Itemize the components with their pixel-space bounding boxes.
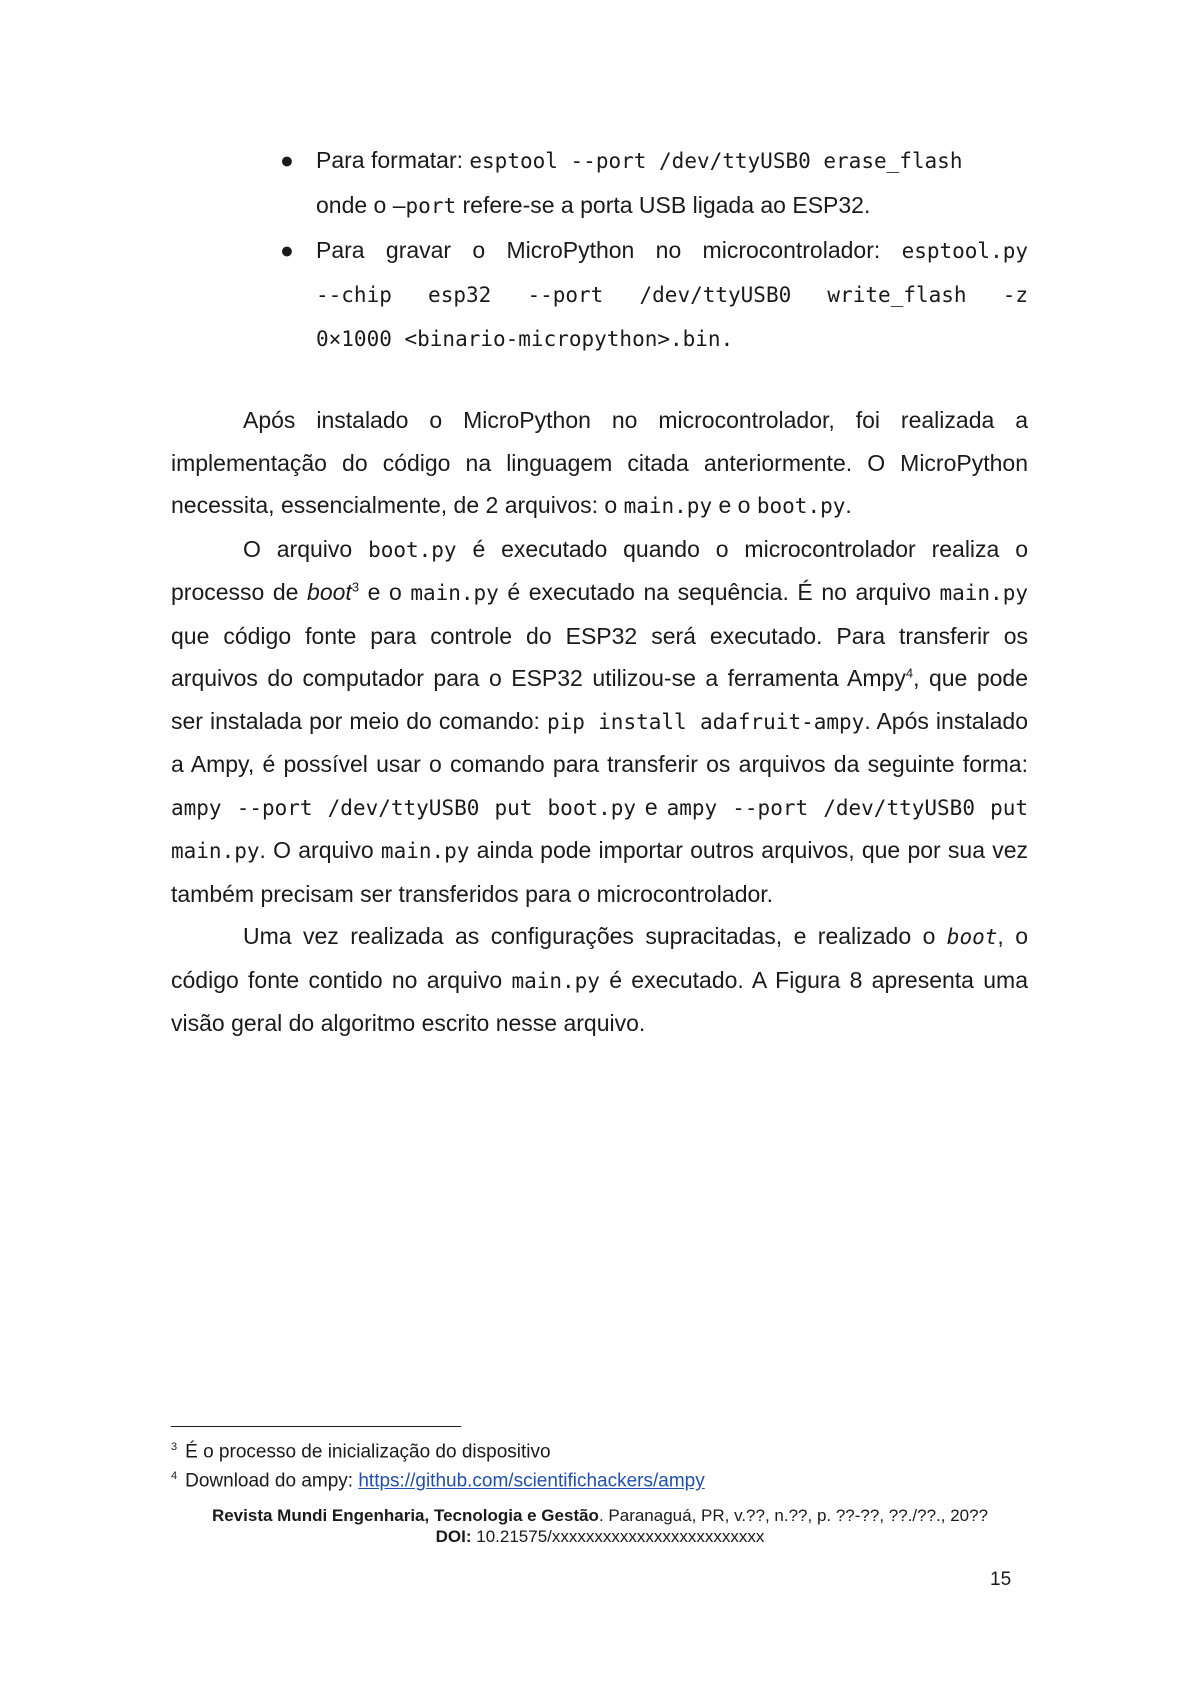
text: e o xyxy=(712,492,757,518)
command-write-flash: --chip esp32 --port /dev/ttyUSB0 write_flash -z xyxy=(316,283,1028,307)
text: O arquivo xyxy=(243,535,369,562)
journal-citation xyxy=(120,1505,1080,1526)
inline-code: boot.py xyxy=(368,537,457,562)
footnote-3 xyxy=(171,1435,1031,1464)
text: que código fonte para controle do ESP32 será executado. Para transferir os arquivos do computador para o ESP32 utilizou-se a ferramenta Ampy xyxy=(171,622,1028,691)
footnote-ref[interactable]: 3 xyxy=(351,579,360,595)
inline-code: main.py xyxy=(511,968,600,993)
inline-code: boot.py xyxy=(756,494,846,518)
bullet-dot-icon: ● xyxy=(280,237,294,263)
bullet-line xyxy=(316,228,1028,273)
inline-code: pip install adafruit-ampy xyxy=(546,709,865,734)
paragraph-install xyxy=(171,399,1028,528)
footnote-text: É o processo de inicialização do dispositivo xyxy=(185,1441,551,1463)
doi-value: 10.21575/xxxxxxxxxxxxxxxxxxxxxxxxx xyxy=(471,1527,765,1546)
text: , que pode ser instalada por meio do comando: xyxy=(171,665,1028,734)
footnote-number: 4 xyxy=(171,1470,178,1483)
text: , o código fonte contido no arquivo xyxy=(171,923,1028,993)
inline-code: ampy --port /dev/ttyUSB0 put main.py xyxy=(171,795,1029,863)
text: é executado quando o microcontrolador realiza o processo de xyxy=(171,535,1028,605)
paragraph-boot xyxy=(171,528,1028,916)
italic-term: boot xyxy=(307,579,352,605)
bullet-text: refere-se a porta USB ligada ao ESP32. xyxy=(456,192,871,218)
command-binary: 0×1000 <binario-micropython>.bin. xyxy=(316,327,734,351)
command-erase-flash: esptool --port /dev/ttyUSB0 erase_flash xyxy=(469,149,963,173)
footnote-number: 3 xyxy=(171,1441,178,1453)
bullet-dot-icon: ● xyxy=(280,147,294,173)
text: . xyxy=(845,492,852,518)
footnote-divider xyxy=(171,1426,461,1427)
inline-code: main.py xyxy=(939,581,1028,605)
inline-code: main.py xyxy=(380,839,470,863)
journal-doi xyxy=(120,1526,1080,1547)
bullet-list xyxy=(280,138,1028,361)
text: e o xyxy=(359,579,411,605)
bullet-line xyxy=(316,183,1028,228)
footnote-4 xyxy=(171,1464,1031,1493)
bullet-intro: Para formatar: xyxy=(316,147,470,173)
bullet-item-format xyxy=(280,138,1028,228)
journal-name: Revista Mundi Engenharia, Tecnologia e Gestão xyxy=(211,1506,599,1525)
bullet-intro: Para gravar o MicroPython no microcontrolador: xyxy=(316,237,902,263)
footnote-ref[interactable]: 4 xyxy=(905,665,914,681)
text: . Após instalado a Ampy, é possível usar o comando para transferir os arquivos da seguinte forma: xyxy=(171,707,1028,777)
inline-code: main.py xyxy=(410,581,499,605)
body-text xyxy=(171,399,1028,1045)
command-esptool: esptool.py xyxy=(901,239,1028,263)
text: . O arquivo xyxy=(259,837,381,863)
text: é executado. A Figura 8 apresenta uma visão geral do algoritmo escrito nesse arquivo. xyxy=(171,966,1028,1036)
footnotes xyxy=(171,1435,1031,1494)
doi-label: DOI: xyxy=(435,1527,472,1546)
footnote-text: Download do ampy: xyxy=(185,1470,359,1492)
bullet-item-flash xyxy=(280,228,1028,361)
page-number: 15 xyxy=(990,1569,1012,1590)
inline-code: port xyxy=(405,194,457,218)
inline-code: boot xyxy=(946,925,998,949)
text: e xyxy=(636,793,667,820)
journal-details: . Paranaguá, PR, v.??, n.??, p. ??-??, ??./??., 20?? xyxy=(598,1506,989,1525)
inline-code: main.py xyxy=(623,494,713,518)
text: Após instalado o MicroPython no microcontrolador, foi realizada a implementação do código na linguagem citada anteriormente. O MicroPython necessita, essencialmente, de 2 arquivos: o xyxy=(171,407,1028,518)
bullet-line xyxy=(316,138,1028,183)
ampy-github-link[interactable]: https://github.com/scientifichackers/ampy xyxy=(358,1470,705,1492)
text: ainda pode importar outros arquivos, que por sua vez também precisam ser transferidos para o microcontrolador. xyxy=(171,837,1029,907)
text: é executado na sequência. É no arquivo xyxy=(498,579,940,605)
paragraph-figure xyxy=(171,915,1028,1045)
inline-code: ampy --port /dev/ttyUSB0 put boot.py xyxy=(171,795,637,820)
journal-footer xyxy=(120,1505,1080,1547)
text: Uma vez realizada as configurações supracitadas, e realizado o xyxy=(243,923,947,949)
bullet-text: onde o – xyxy=(316,192,406,218)
